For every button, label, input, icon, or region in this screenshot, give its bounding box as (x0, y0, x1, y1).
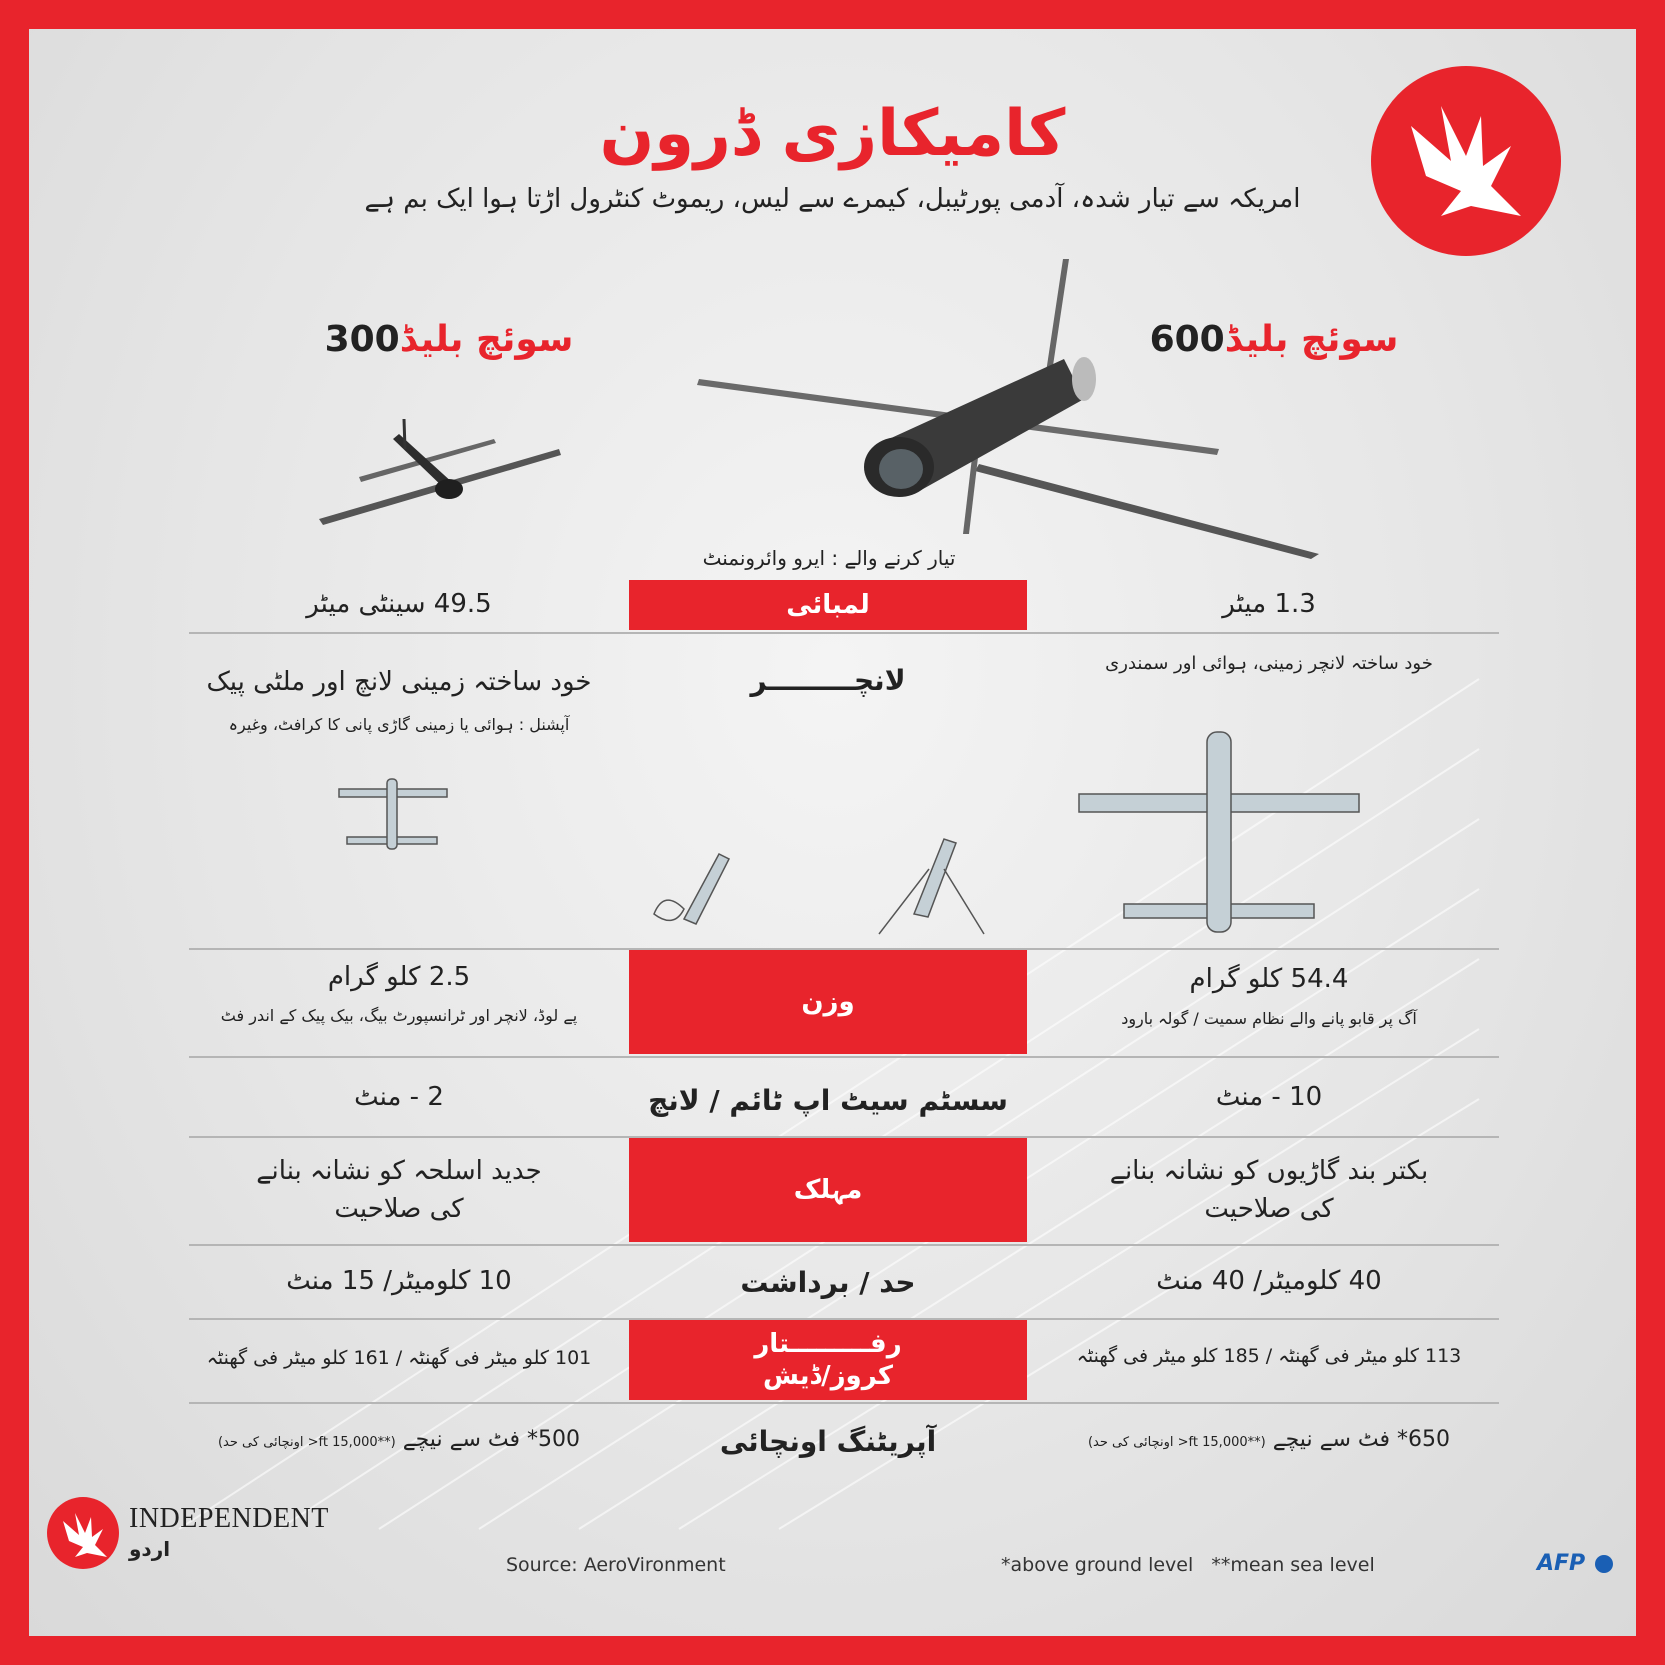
lethal-right-line1: بکتر بند گاڑیوں کو نشانہ بنانے (1109, 1156, 1429, 1186)
page-title: کامیکازی ڈرون (599, 97, 1066, 171)
model-left-number: 300 (324, 319, 400, 360)
launcher-right-value: خود ساختہ لانچر زمینی، ہوائی اور سمندری (1105, 653, 1433, 674)
switchblade-300-topview-diagram (329, 749, 449, 859)
speed-label-line1: رفـــــــــتار (754, 1328, 902, 1359)
model-right-number: 600 (1149, 319, 1225, 360)
lethal-left-line2: کی صلاحیت (334, 1194, 464, 1224)
page-subtitle: امریکہ سے تیار شدہ، آدمی پورٹیبل، کیمرے سے لیس، ریموٹ کنٹرول اڑتا ہوا ایک بم ہے (364, 184, 1301, 214)
setup-right-value: 10 - منٹ (1215, 1082, 1323, 1112)
lethal-left-line1: جدید اسلحہ کو نشانہ بنانے (256, 1156, 542, 1186)
weight-left-value: 2.5 کلو گرام (327, 962, 471, 992)
row-divider (189, 1244, 1499, 1246)
speed-label (629, 1320, 1027, 1400)
switchblade-600-topview-diagram (1069, 724, 1369, 944)
manufacturer-label: تیار کرنے والے : ایرو وائرونمنٹ (702, 546, 956, 570)
altitude-right-main: 650* فٹ سے نیچے (1272, 1427, 1450, 1452)
altitude-left-value (189, 1427, 609, 1452)
model-right-name: سوئچ بلیڈ (1224, 319, 1399, 360)
row-divider (189, 632, 1499, 634)
setup-left-value: 2 - منٹ (354, 1082, 444, 1112)
range-left-value: 10 کلومیٹر/ 15 منٹ (286, 1266, 512, 1296)
footer-brand-sub: اردو (129, 1537, 171, 1561)
footer-eagle-logo (47, 1497, 119, 1569)
altitude-left-main: 500* فٹ سے نیچے (402, 1427, 580, 1452)
row-divider (189, 1056, 1499, 1058)
launcher-label: لانچـــــــــر (750, 664, 906, 697)
weight-left-note: پے لوڈ، لانچر اور ٹرانسپورٹ بیگ، بیک پیک کے اندر فٹ (220, 1006, 578, 1025)
speed-right-value: 113 کلو میٹر فی گھنٹہ / 185 کلو میٹر فی گھنٹہ (1076, 1345, 1462, 1367)
setup-label: سسٹم سیٹ اپ ٹائم / لانچ (648, 1084, 1008, 1117)
afp-logo-text: AFP (1537, 1551, 1586, 1576)
model-left-title (299, 319, 599, 360)
afp-dot-icon (1595, 1555, 1613, 1573)
range-label: حد / برداشت (740, 1266, 916, 1299)
switchblade-600-drone-image (679, 259, 1339, 559)
weight-label: وزن (629, 950, 1027, 1054)
launcher-left-value: خود ساختہ زمینی لانچ اور ملٹی پیک (206, 667, 592, 697)
altitude-right-value (1039, 1427, 1499, 1452)
row-divider (189, 1402, 1499, 1404)
altitude-left-note: (**15,000 ft< اونچائی کی حد) (217, 1435, 396, 1450)
lethal-label: مہلک (629, 1138, 1027, 1242)
length-label: لمبائی (629, 580, 1027, 630)
footer-brand: INDEPENDENT (129, 1503, 329, 1534)
weight-right-note: آگ پر قابو پانے والے نظام سمیت / گولہ بارود (1121, 1009, 1417, 1028)
weight-right-value: 54.4 کلو گرام (1189, 964, 1349, 994)
source-credit: Source: AeroVironment (506, 1554, 726, 1576)
model-left-name: سوئچ بلیڈ (399, 319, 574, 360)
footnotes: *above ground level **mean sea level (1001, 1554, 1375, 1576)
eagle-icon (47, 1497, 119, 1569)
length-right-value: 1.3 میٹر (1222, 589, 1316, 619)
infographic-frame (29, 29, 1636, 1636)
speed-label-line2: کروز/ڈیش (763, 1361, 894, 1391)
launcher-left-note: آپشنل : ہوائی یا زمینی گاڑی پانی کا کرافٹ، وغیرہ (228, 715, 570, 734)
altitude-label: آپریٹنگ اونچائی (719, 1425, 937, 1458)
length-left-value: 49.5 سینٹی میٹر (306, 589, 492, 619)
ground-launcher-diagrams (644, 809, 1004, 939)
altitude-right-note: (**15,000 ft< اونچائی کی حد) (1087, 1435, 1266, 1450)
lethal-right-line2: کی صلاحیت (1204, 1194, 1334, 1224)
speed-left-value: 101 کلو میٹر فی گھنٹہ / 161 کلو میٹر فی گھنٹہ (206, 1347, 592, 1369)
afp-logo (1537, 1551, 1613, 1576)
switchblade-300-drone-image (319, 409, 579, 539)
range-right-value: 40 کلومیٹر/ 40 منٹ (1156, 1266, 1382, 1296)
